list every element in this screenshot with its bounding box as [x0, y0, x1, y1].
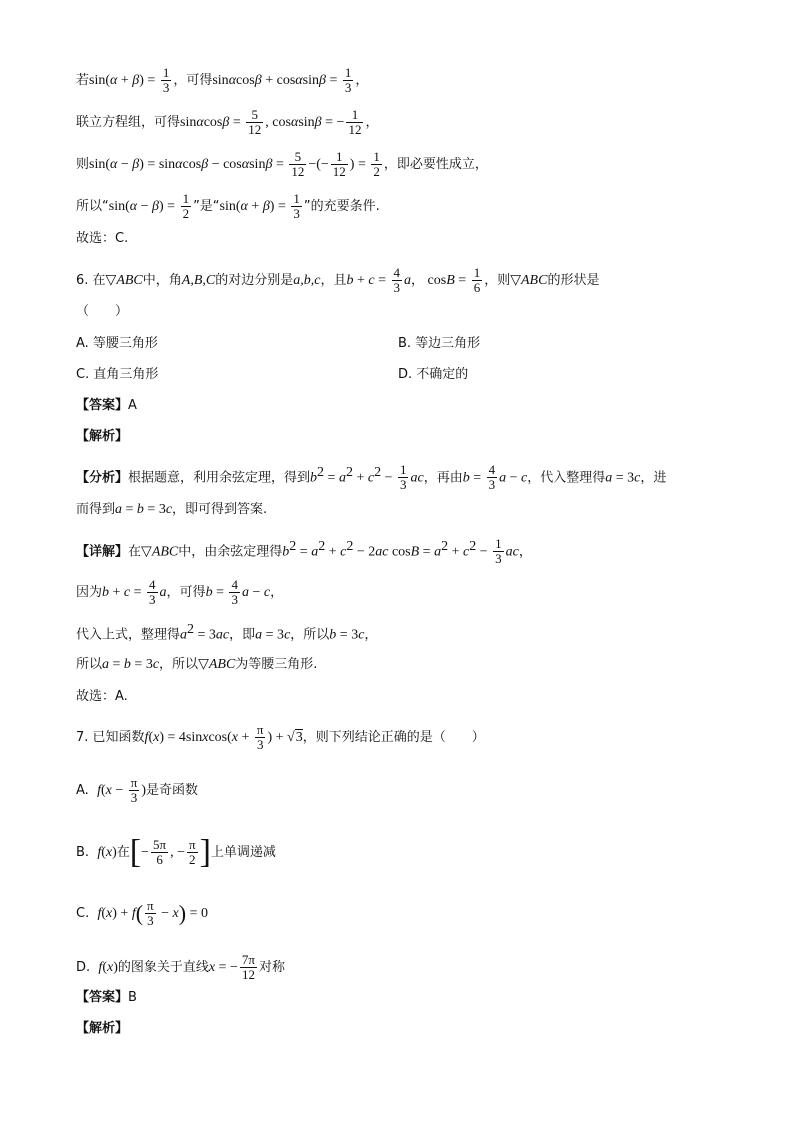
fraction: $\frac{1}{2}$ — [182, 191, 190, 221]
fraction: $\frac{4}{3}$ — [488, 462, 496, 493]
text: ，则 — [484, 273, 511, 288]
fraction: $\frac{5\pi}{6}$ — [153, 837, 167, 867]
text: 在 — [116, 845, 130, 860]
text: 因为 — [76, 585, 103, 600]
answer-value: A — [128, 398, 137, 413]
answer-tag: 【答案】 — [76, 398, 129, 413]
fraction: $\frac{4}{3}$ — [231, 577, 238, 607]
fenxi-line-2: 而得到a = b = 3c，即可得到答案. — [76, 502, 268, 517]
answer-tag: 【答案】 — [76, 990, 129, 1005]
fraction: $\frac{5}{12}$ — [291, 149, 305, 179]
text: ，可得 — [166, 585, 206, 600]
text: 中，角 — [142, 273, 182, 288]
text: 则 — [76, 157, 90, 172]
xiangjie-line-4: 所以a = b = 3c，所以▽ABC为等腰三角形. — [76, 657, 318, 672]
text: 所以“ — [76, 199, 109, 214]
option-label: D. — [76, 960, 91, 975]
text: ，即 — [229, 627, 256, 643]
q7-option-a: A. f(x − $\frac{\pi}{3}$ )是奇函数 — [76, 775, 199, 805]
text: ，即必要性成立， — [383, 157, 488, 172]
fraction: $\frac{4}{3}$ — [149, 577, 156, 607]
analysis-tag: 【解析】 — [76, 429, 129, 444]
option-label: C. — [76, 906, 90, 921]
text: 是奇函数 — [146, 783, 199, 798]
fraction: $\frac{1}{3}$ — [344, 65, 352, 95]
text: 根据题意，利用余弦定理，得到 — [128, 470, 311, 486]
text: ，所以 — [290, 627, 330, 643]
fraction: $\frac{\pi}{3}$ — [256, 722, 264, 752]
solution-line-4: 所以“sin(α − β) = $\frac{1}{2}$ ”是“sin(α + β) = $\frac{1}{3}$ ”的充要条件. — [76, 191, 380, 221]
text: ， — [270, 585, 284, 600]
text: ，代入整理得 — [527, 470, 606, 486]
text: ，且 — [320, 273, 347, 288]
text: ，进 — [640, 470, 667, 486]
q7-option-b: B. f(x)在[− $\frac{5\pi}{6}$ , − $\frac{\pi}{2}$ ]上单调递减 — [76, 833, 276, 871]
option-a: A. 等腰三角形 — [76, 336, 158, 351]
text: 所以 — [76, 657, 103, 672]
text: ”的充要条件. — [303, 199, 380, 214]
q7-analysis-tag: 【解析】 — [76, 1021, 129, 1036]
text: ，则下列结论正确的是（ ） — [302, 730, 485, 745]
fraction: $\frac{1}{12}$ — [348, 107, 362, 137]
question-6-stem: 6. 在▽ABC中，角A,B,C的对边分别是a,b,c，且b + c = $\frac{4}{3}$ a， cosB = $\frac{1}{6}$ ，则▽ABC的形状是 — [76, 265, 600, 295]
text: ，即可得到答案. — [172, 502, 268, 517]
option-b: B. 等边三角形 — [398, 336, 481, 351]
fraction: $\frac{5}{12}$ — [248, 107, 262, 137]
xiangjie-line-5: 故选：A. — [76, 689, 128, 704]
q7-answer-line — [76, 988, 754, 1008]
text: ， — [355, 73, 369, 88]
text: 的图象关于直线 — [117, 960, 209, 975]
text: ”是“ — [193, 199, 220, 214]
text: ，再由 — [423, 470, 463, 486]
xiangjie-line-3: 代入上式，整理得$a^2 = 3ac$，即a = 3c，所以b = 3c， — [76, 622, 378, 643]
option-label: A. — [76, 783, 89, 798]
xiangjie-tag: 【详解】 — [76, 544, 129, 560]
fenxi-line-1: 【分析】根据题意，利用余弦定理，得到$b^2 = a^2 + c^2$ − $\frac{1}{3}$ ac，再由b = $\frac{4}{3}$ a − c，代入整理得a = 3c，进 — [76, 462, 667, 493]
fraction: $\frac{1}{6}$ — [473, 265, 481, 295]
fraction: $\frac{\pi}{2}$ — [189, 837, 196, 867]
text: ， — [518, 544, 532, 560]
option-label: B. — [76, 845, 90, 860]
text: ，所以 — [159, 657, 199, 672]
fraction: $\frac{\pi}{3}$ — [130, 775, 138, 805]
xiangjie-line-2: 因为b + c = $\frac{4}{3}$ a，可得b = $\frac{4}{3}$ a − c， — [76, 577, 284, 607]
text: 7. 已知函数 — [76, 730, 145, 745]
solution-line-5: 故选：C. — [76, 231, 129, 246]
text: 代入上式，整理得 — [76, 627, 181, 643]
question-7-stem: 7. 已知函数f(x) = 4sinxcos(x + $\frac{\pi}{3}$ ) + √3，则下列结论正确的是（ ） — [76, 722, 485, 752]
answer-value: B — [128, 990, 137, 1005]
text: ， — [364, 627, 378, 643]
text: 而得到 — [76, 502, 116, 517]
text: 若 — [76, 73, 90, 88]
solution-line-2: 联立方程组，可得sinαcosβ = $\frac{5}{12}$ , cosαsinβ = − $\frac{1}{12}$ ， — [76, 107, 379, 137]
fraction: $\frac{1}{3}$ — [162, 65, 170, 95]
fenxi-tag: 【分析】 — [76, 470, 129, 486]
text: 6. 在 — [76, 273, 106, 288]
option-d: D. 不确定的 — [398, 367, 469, 382]
text: ， — [411, 273, 425, 288]
option-c: C. 直角三角形 — [76, 367, 159, 382]
xiangjie-line-1: 【详解】在▽ABC中，由余弦定理得$b^2 = a^2 + c^2 - 2ac$ $\cos B = a^2 + c^2$ − $\frac{1}{3}$ ac， — [76, 536, 532, 567]
solution-line-3: 则sin(α − β) = sinαcosβ − cosαsinβ = $\frac{5}{12}$ −(− $\frac{1}{12}$ ) = $\frac{1}{2}$ ，即必要性成立， — [76, 149, 488, 179]
text: 为等腰三角形. — [235, 657, 318, 672]
text: 的对边分别是 — [215, 273, 294, 288]
fraction: $\frac{1}{3}$ — [495, 536, 502, 567]
fraction: $\frac{7\pi}{12}$ — [241, 952, 255, 982]
solution-line-1: 若sin(α + β) = $\frac{1}{3}$ ，可得sinαcosβ + cosαsinβ = $\frac{1}{3}$ ， — [76, 65, 369, 95]
text: 中，由余弦定理得 — [178, 544, 283, 560]
text: ， — [365, 115, 379, 130]
answer-line — [76, 396, 754, 416]
text: 对称 — [258, 960, 285, 975]
text: 在 — [128, 544, 142, 560]
fraction: $\frac{\pi}{3}$ — [147, 898, 154, 928]
q7-option-c: C. f(x) + f( $\frac{\pi}{3}$ − x) = 0 — [76, 898, 208, 928]
question-6-paren: （ ） — [76, 304, 129, 319]
text: 联立方程组，可得 — [76, 115, 181, 130]
fraction: $\frac{1}{2}$ — [373, 149, 380, 179]
fraction: $\frac{1}{12}$ — [332, 149, 346, 179]
fraction: $\frac{4}{3}$ — [393, 265, 401, 295]
text: ，可得 — [173, 73, 213, 88]
q7-option-d: D. f(x)的图象关于直线x = − $\frac{7\pi}{12}$ 对称 — [76, 952, 285, 982]
fraction: $\frac{1}{3}$ — [293, 191, 300, 221]
fraction: $\frac{1}{3}$ — [399, 462, 407, 493]
text: 上单调递减 — [210, 845, 276, 860]
text: 的形状是 — [547, 273, 600, 288]
